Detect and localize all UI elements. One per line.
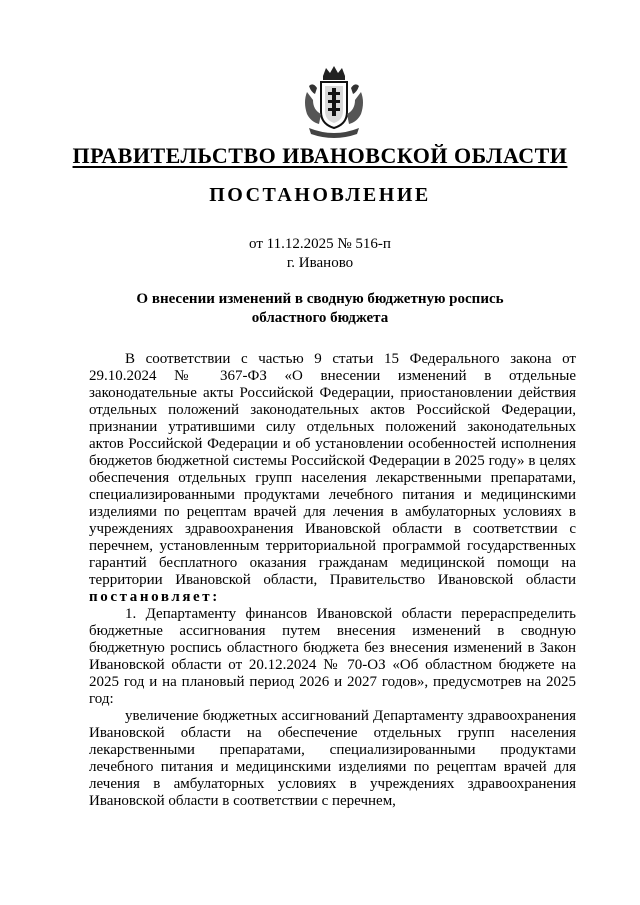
document-type-heading: ПОСТАНОВЛЕНИЕ bbox=[209, 184, 431, 206]
government-title: ПРАВИТЕЛЬСТВО ИВАНОВСКОЙ ОБЛАСТИ bbox=[72, 143, 568, 168]
document-body bbox=[89, 351, 576, 810]
subject-line-2: областного бюджета bbox=[251, 310, 389, 326]
item-1-subparagraph: увеличение бюджетных ассигнований Департаменту здравоохранения Ивановской области на обеспечение отдельных групп населения лекарственными препаратами, специализированными продуктами лечебного питания и медицинскими изделиями по рецептам врачей для лечения в амбулаторных условиях в учреждениях здравоохранения Ивановской области в соответствии с перечнем, bbox=[89, 708, 576, 809]
document-city: г. Иваново bbox=[286, 255, 354, 271]
resolves-colon: : bbox=[212, 589, 218, 605]
subject-line-1: О внесении изменений в сводную бюджетную роспись bbox=[136, 291, 504, 307]
resolves-word: постановляет bbox=[89, 589, 213, 605]
item-1-paragraph: 1. Департаменту финансов Ивановской области перераспределить бюджетные ассигнования путем внесения изменений в сводную бюджетную роспись областного бюджета без внесения изменений в Закон Ивановской области от 20.12.2024 № 70-ОЗ «Об областном бюджете на 2025 год и на плановый период 2026 и 2027 годов», предусмотрев на 2025 год: bbox=[89, 606, 576, 707]
preamble-text: В соответствии с частью 9 статьи 15 Федерального закона от 29.10.2024 № 367-ФЗ «О внесении изменений в отдельные законодательные акты Российской Федерации, приостановлении действия отдельных положений законодательных актов Российской Федерации, признании утратившими силу отдельных положений законодательных актов Российской Федерации и об установлении особенностей исполнения бюджетов бюджетной системы Российской Федерации в 2025 году» в целях обеспечения отдельных групп населения лекарственными препаратами, специализированными продуктами лечебного питания и медицинскими изделиями по рецептам врачей для лечения в амбулаторных условиях в учреждениях здравоохранения Ивановской области в соответствии с перечнем, установленным территориальной программой государственных гарантий бесплатного оказания гражданам медицинской помощи на территории Ивановской области, Правительство Ивановской области bbox=[89, 351, 576, 588]
document-date-number: от 11.12.2025 № 516-п bbox=[249, 236, 391, 252]
preamble-paragraph bbox=[89, 351, 576, 606]
ivanovo-coat-of-arms-icon bbox=[299, 62, 369, 142]
